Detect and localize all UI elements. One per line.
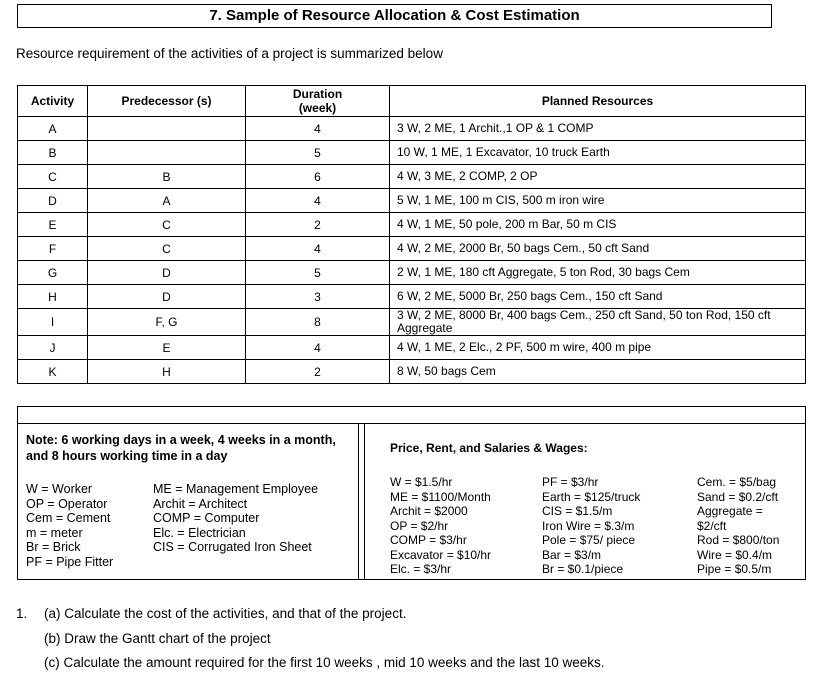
- header-duration: [246, 86, 390, 117]
- cell-resources: 4 W, 1 ME, 2 Elc., 2 PF, 500 m wire, 400 m pipe: [390, 336, 806, 360]
- cell-resources: 4 W, 1 ME, 50 pole, 200 m Bar, 50 m CIS: [390, 213, 806, 237]
- table-body: [18, 117, 806, 384]
- price-item: Aggregate =: [697, 504, 763, 518]
- prices-title: Price, Rent, and Salaries & Wages:: [390, 441, 588, 455]
- cell-duration: 2: [246, 213, 390, 237]
- price-item: Cem. = $5/bag: [697, 475, 777, 489]
- abbreviation-item: OP = Operator: [26, 496, 108, 511]
- cell-resources: 6 W, 2 ME, 5000 Br, 250 bags Cem., 150 cft Sand: [390, 285, 806, 309]
- cell-duration: 5: [246, 141, 390, 165]
- cell-activity: A: [18, 117, 88, 141]
- question-a: (a) Calculate the cost of the activities, and that of the project.: [44, 606, 407, 621]
- abbreviation-item: Br = Brick: [26, 540, 81, 554]
- price-item: $2/cft: [697, 518, 727, 533]
- cell-activity: D: [18, 189, 88, 213]
- abbreviation-item: PF = Pipe Fitter: [26, 554, 114, 569]
- prices-col-1: [390, 475, 491, 577]
- table-row: [18, 117, 806, 141]
- price-item: Excavator = $10/hr: [390, 547, 492, 562]
- note-text: Note: 6 working days in a week, 4 weeks in a month, and 8 hours working time in a day: [26, 433, 336, 463]
- price-item: Pipe = $0.5/m: [697, 562, 772, 576]
- question-c: (c) Calculate the amount required for the first 10 weeks , mid 10 weeks and the last 10 weeks.: [44, 655, 605, 670]
- cell-predecessor: B: [88, 165, 246, 189]
- abbreviation-item: m = meter: [26, 525, 83, 540]
- question-b: (b) Draw the Gantt chart of the project: [44, 631, 271, 646]
- header-duration-line2: (week): [298, 101, 337, 115]
- header-predecessor: Predecessor (s): [88, 86, 246, 117]
- price-item: Sand = $0.2/cft: [697, 489, 779, 504]
- cell-activity: K: [18, 360, 88, 384]
- table-row: [18, 360, 806, 384]
- table-header-row: [18, 86, 806, 117]
- info-box-divider: [358, 423, 365, 579]
- prices-col-3: [697, 475, 779, 577]
- cell-resources: 3 W, 2 ME, 8000 Br, 400 bags Cem., 250 cft Sand, 50 ton Rod, 150 cft Aggregate: [390, 309, 806, 336]
- cell-resources: 3 W, 2 ME, 1 Archit.,1 OP & 1 COMP: [390, 117, 806, 141]
- cell-predecessor: A: [88, 189, 246, 213]
- abbreviation-item: W = Worker: [26, 482, 93, 496]
- table-row: [18, 213, 806, 237]
- table-row: [18, 261, 806, 285]
- cell-activity: B: [18, 141, 88, 165]
- cell-duration: 2: [246, 360, 390, 384]
- cell-duration: 4: [246, 237, 390, 261]
- cell-duration: 6: [246, 165, 390, 189]
- cell-duration: 8: [246, 309, 390, 336]
- price-item: Wire = $0.4/m: [697, 547, 773, 562]
- cell-activity: E: [18, 213, 88, 237]
- resource-table: [17, 85, 806, 384]
- cell-resources: 10 W, 1 ME, 1 Excavator, 10 truck Earth: [390, 141, 806, 165]
- table-row: [18, 336, 806, 360]
- table-row: [18, 309, 806, 336]
- price-item: Earth = $125/truck: [542, 489, 641, 504]
- cell-activity: J: [18, 336, 88, 360]
- prices-col-2: [542, 475, 640, 577]
- cell-predecessor: [88, 117, 246, 141]
- cell-predecessor: C: [88, 237, 246, 261]
- cell-predecessor: D: [88, 285, 246, 309]
- cell-resources: 4 W, 2 ME, 2000 Br, 50 bags Cem., 50 cft Sand: [390, 237, 806, 261]
- cell-activity: G: [18, 261, 88, 285]
- price-item: W = $1.5/hr: [390, 475, 453, 489]
- cell-resources: 8 W, 50 bags Cem: [390, 360, 806, 384]
- cell-duration: 4: [246, 189, 390, 213]
- cell-resources: 4 W, 3 ME, 2 COMP, 2 OP: [390, 165, 806, 189]
- abbreviation-item: Elc. = Electrician: [153, 525, 246, 540]
- cell-resources: 5 W, 1 ME, 100 m CIS, 500 m iron wire: [390, 189, 806, 213]
- abbreviations-left: [26, 482, 113, 569]
- intro-text: Resource requirement of the activities of a project is summarized below: [16, 46, 443, 61]
- cell-activity: C: [18, 165, 88, 189]
- price-item: Pole = $75/ piece: [542, 533, 636, 547]
- price-item: Iron Wire = $.3/m: [542, 518, 635, 533]
- cell-activity: I: [18, 309, 88, 336]
- price-item: Br = $0.1/piece: [542, 562, 624, 576]
- cell-predecessor: [88, 141, 246, 165]
- table-row: [18, 189, 806, 213]
- abbreviation-item: CIS = Corrugated Iron Sheet: [153, 540, 312, 554]
- cell-duration: 4: [246, 336, 390, 360]
- cell-activity: H: [18, 285, 88, 309]
- price-item: OP = $2/hr: [390, 518, 449, 533]
- cell-predecessor: D: [88, 261, 246, 285]
- abbreviation-item: Cem = Cement: [26, 511, 111, 525]
- header-activity: Activity: [18, 86, 88, 117]
- price-item: ME = $1100/Month: [390, 489, 491, 504]
- cell-resources: 2 W, 1 ME, 180 cft Aggregate, 5 ton Rod, 30 bags Cem: [390, 261, 806, 285]
- price-item: PF = $3/hr: [542, 475, 599, 489]
- cell-duration: 5: [246, 261, 390, 285]
- cell-predecessor: F, G: [88, 309, 246, 336]
- abbreviation-item: ME = Management Employee: [153, 482, 319, 496]
- cell-duration: 4: [246, 117, 390, 141]
- cell-predecessor: H: [88, 360, 246, 384]
- cell-duration: 3: [246, 285, 390, 309]
- cell-predecessor: C: [88, 213, 246, 237]
- abbreviation-item: COMP = Computer: [153, 511, 260, 525]
- question-number: 1.: [16, 606, 28, 621]
- price-item: Rod = $800/ton: [697, 533, 780, 547]
- price-item: COMP = $3/hr: [390, 533, 467, 547]
- table-row: [18, 165, 806, 189]
- price-item: CIS = $1.5/m: [542, 504, 613, 518]
- abbreviation-item: Archit = Architect: [153, 496, 248, 511]
- price-item: Elc. = $3/hr: [390, 562, 452, 576]
- info-box-top-strip: [18, 407, 805, 424]
- price-item: Archit = $2000: [390, 504, 468, 518]
- info-box: [17, 406, 806, 580]
- table-row: [18, 285, 806, 309]
- cell-activity: F: [18, 237, 88, 261]
- cell-predecessor: E: [88, 336, 246, 360]
- table-row: [18, 237, 806, 261]
- header-resources: Planned Resources: [390, 86, 806, 117]
- page-title: 7. Sample of Resource Allocation & Cost Estimation: [17, 4, 772, 28]
- price-item: Bar = $3/m: [542, 547, 602, 562]
- table-row: [18, 141, 806, 165]
- abbreviations-right: [153, 482, 318, 555]
- header-duration-line1: Duration: [292, 87, 343, 101]
